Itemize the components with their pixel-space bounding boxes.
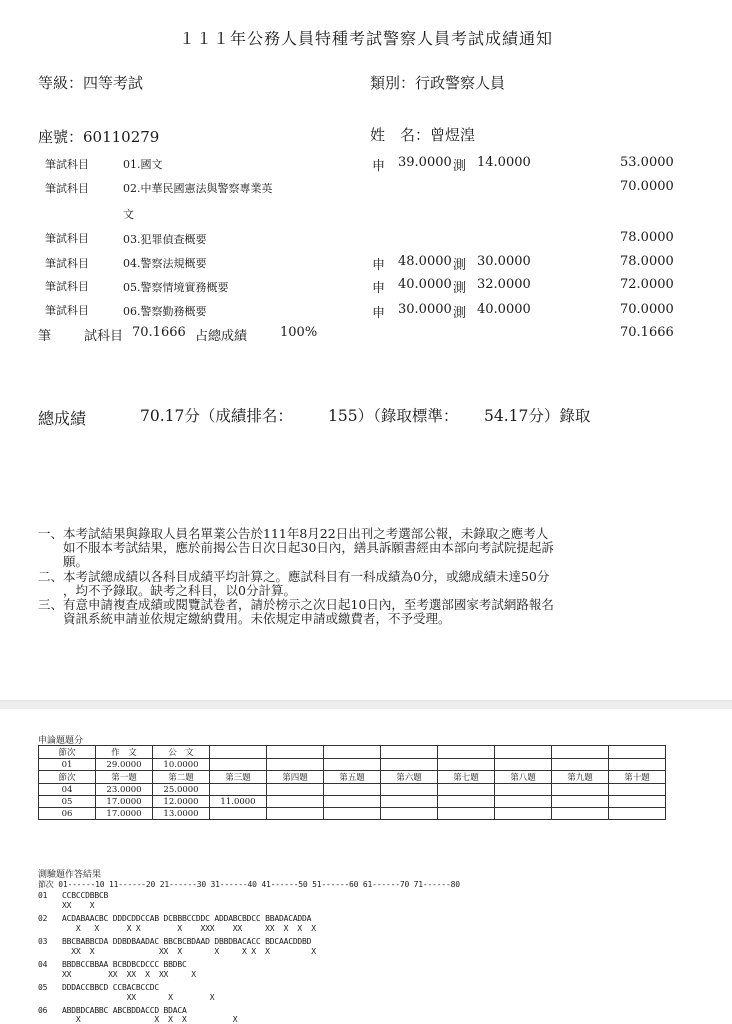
table-row [39, 796, 666, 808]
essay-score-table [38, 745, 666, 820]
answer-session: 01 [38, 891, 48, 900]
table-cell [438, 808, 495, 820]
answer-string: CCBCCDBBCB [62, 891, 109, 900]
summary-percent-label: 占總成績 [195, 329, 248, 344]
answer-session: 06 [38, 1006, 48, 1015]
test-score: 40.0000 [477, 302, 531, 317]
subject-total: 72.0000 [620, 277, 674, 292]
table-cell: 01 [39, 759, 96, 771]
table-cell [609, 796, 666, 808]
summary-label: 試科目 [84, 329, 124, 344]
essay-score: 48.0000 [398, 254, 452, 269]
subject-category: 筆試科目 [45, 280, 89, 293]
subject-category: 筆試科目 [45, 257, 89, 270]
essay-mark: 申 [372, 258, 386, 273]
table-cell [438, 746, 495, 759]
note-line: ，均不予錄取。缺考之科目，以0分計算。 [38, 582, 296, 598]
answers-section-title: 測驗題作答結果 [38, 870, 102, 880]
table-cell [495, 759, 552, 771]
table-cell: 作 文 [96, 746, 153, 759]
table-cell [267, 759, 324, 771]
table-cell [495, 796, 552, 808]
seat-number: 座號：60110279 [38, 128, 160, 146]
subject-name: 06.警察勤務概要 [123, 305, 207, 318]
test-score: 30.0000 [477, 254, 531, 269]
test-mark: 測 [453, 258, 467, 273]
subject-category: 筆試科目 [45, 158, 89, 171]
test-score: 14.0000 [477, 155, 531, 170]
table-cell: 25.0000 [153, 784, 210, 796]
table-cell: 12.0000 [153, 796, 210, 808]
page-title: １１１年公務人員特種考試警察人員考試成績通知 [178, 29, 553, 48]
subject-name: 03.犯罪偵查概要 [123, 233, 207, 246]
table-cell: 第五題 [324, 771, 381, 784]
table-cell: 10.0000 [153, 759, 210, 771]
test-mark: 測 [453, 281, 467, 296]
table-cell: 第六題 [381, 771, 438, 784]
table-cell [438, 784, 495, 796]
answer-string: ABDBDCABBC ABCBDDACCD BDACA [62, 1006, 187, 1015]
note-line: 三、有意申請複查成績或閱覽試卷者，請於榜示之次日起10日內，至考選部國家考試網路報名 [38, 597, 554, 613]
subject-total: 78.0000 [620, 230, 674, 245]
test-mark: 測 [453, 159, 467, 174]
essay-mark: 申 [372, 281, 386, 296]
table-cell [324, 796, 381, 808]
table-cell [495, 746, 552, 759]
subject-total: 70.0000 [620, 302, 674, 317]
table-cell [552, 796, 609, 808]
table-cell [381, 746, 438, 759]
summary-label-start: 筆 [38, 329, 52, 344]
answer-session: 05 [38, 983, 48, 992]
note-line: 一、本考試結果與錄取人員名單業公告於111年8月22日出刊之考選部公報，未錄取之應考人 [38, 526, 549, 541]
table-cell [267, 784, 324, 796]
summary-percent: 100% [280, 325, 318, 340]
table-cell [210, 746, 267, 759]
table-row [39, 784, 666, 796]
subject-name: 01.國文 [123, 158, 163, 171]
table-cell [267, 808, 324, 820]
table-cell [438, 796, 495, 808]
answer-wrong-marks: XX X [62, 901, 95, 910]
answer-string: DDDACCBBCD CCBACBCCDC [62, 983, 159, 992]
subject-name: 04.警察法規概要 [123, 257, 207, 270]
table-cell: 17.0000 [96, 808, 153, 820]
table-cell: 11.0000 [210, 796, 267, 808]
table-cell: 29.0000 [96, 759, 153, 771]
table-cell [609, 808, 666, 820]
table-cell [210, 808, 267, 820]
subject-total: 70.0000 [620, 179, 674, 194]
table-cell: 23.0000 [96, 784, 153, 796]
table-cell [552, 784, 609, 796]
table-cell [324, 808, 381, 820]
table-cell: 第四題 [267, 771, 324, 784]
table-cell [552, 808, 609, 820]
table-row [39, 759, 666, 771]
table-cell: 節次 [39, 771, 96, 784]
answer-string: BBCBABBCDA DDBDBAADAC BBCBCBDAAD DBBDBACACC BDCAACDDBD [62, 937, 312, 946]
notes [38, 527, 678, 626]
table-cell: 第八題 [495, 771, 552, 784]
candidate-name: 姓 名：曾煜湟 [370, 126, 476, 144]
summary-average: 70.1666 [132, 325, 186, 340]
table-cell [210, 784, 267, 796]
table-cell [609, 784, 666, 796]
table-cell [609, 746, 666, 759]
category-field: 類別：行政警察人員 [370, 74, 506, 92]
subject-name: 05.警察情境實務概要 [123, 281, 229, 294]
table-cell [210, 759, 267, 771]
table-cell [609, 759, 666, 771]
table-cell: 第七題 [438, 771, 495, 784]
table-cell [552, 746, 609, 759]
essay-mark: 申 [372, 306, 386, 321]
note-line: 二、本考試總成績以各科目成績平均計算之。應試科目有一科成績為0分，或總成績未達50分 [38, 568, 550, 584]
answer-wrong-marks: XX X X [62, 993, 215, 1002]
overall-rank: 155）（錄取標準： [328, 407, 459, 425]
table-cell: 第十題 [609, 771, 666, 784]
overall-label: 總成績 [38, 409, 87, 428]
test-mark: 測 [453, 306, 467, 321]
answer-session: 03 [38, 937, 48, 946]
subject-category: 筆試科目 [45, 232, 89, 245]
detail-page [0, 709, 732, 1024]
essay-mark: 申 [372, 159, 386, 174]
overall-standard: 54.17分）錄取 [484, 407, 591, 425]
table-cell: 公 文 [153, 746, 210, 759]
subject-total: 53.0000 [620, 155, 674, 170]
table-cell [495, 784, 552, 796]
table-cell [381, 784, 438, 796]
table-row [39, 771, 666, 784]
table-cell [267, 796, 324, 808]
table-cell [324, 759, 381, 771]
table-cell: 13.0000 [153, 808, 210, 820]
table-cell [552, 759, 609, 771]
answer-session: 02 [38, 914, 48, 923]
essay-section-title: 申論題題分 [38, 736, 84, 746]
note-line: 資訊系統申請並依規定繳納費用。未依規定申請或繳費者，不予受理。 [38, 611, 451, 627]
table-cell [381, 796, 438, 808]
overall-score: 70.17分（成績排名： [140, 407, 293, 425]
table-cell [381, 759, 438, 771]
essay-score: 40.0000 [398, 277, 452, 292]
grade-field: 等級：四等考試 [38, 74, 144, 92]
subject-name-continued: 文 [123, 208, 134, 221]
table-cell: 04 [39, 784, 96, 796]
table-cell: 第三題 [210, 771, 267, 784]
summary-total: 70.1666 [620, 325, 674, 340]
table-cell [381, 808, 438, 820]
subject-name: 02.中華民國憲法與警察專業英 [123, 182, 273, 195]
subject-total: 78.0000 [620, 254, 674, 269]
answer-string: BBDBCCBBAA BCBDBCDCCC BBDBC [62, 960, 187, 969]
table-cell: 第九題 [552, 771, 609, 784]
answer-session: 04 [38, 960, 48, 969]
answer-wrong-marks: X X X X X [62, 1015, 238, 1024]
table-cell: 17.0000 [96, 796, 153, 808]
table-row [39, 808, 666, 820]
table-cell [267, 746, 324, 759]
table-cell [324, 746, 381, 759]
table-cell: 05 [39, 796, 96, 808]
note-line: 願。 [38, 554, 89, 570]
table-row [39, 746, 666, 759]
table-cell [324, 784, 381, 796]
essay-score: 39.0000 [398, 155, 452, 170]
table-cell [438, 759, 495, 771]
essay-score: 30.0000 [398, 302, 452, 317]
table-cell [495, 808, 552, 820]
test-score: 32.0000 [477, 277, 531, 292]
answer-string: ACDABAACBC DDDCDDCCAB DCBBBCCDDC ADDABCBDCC BBADACADDA [62, 914, 312, 923]
subject-category: 筆試科目 [45, 182, 89, 195]
answers-header: 節次 01------10 11------20 21------30 31------40 41------50 51------60 61------70 71------80 [38, 880, 460, 889]
table-cell: 第二題 [153, 771, 210, 784]
answer-wrong-marks: X X X X X XXX XX XX X X X [62, 924, 316, 933]
table-cell: 節次 [39, 746, 96, 759]
answer-wrong-marks: XX XX XX X XX X [62, 970, 196, 979]
note-line: 如不服本考試結果，應於前揭公告日次日起30日內，繕具訴願書經由本部向考試院提起訴 [38, 540, 554, 556]
table-cell: 第一題 [96, 771, 153, 784]
answer-wrong-marks: XX X XX X X X X X X [62, 947, 316, 956]
table-cell: 06 [39, 808, 96, 820]
subject-category: 筆試科目 [45, 304, 89, 317]
